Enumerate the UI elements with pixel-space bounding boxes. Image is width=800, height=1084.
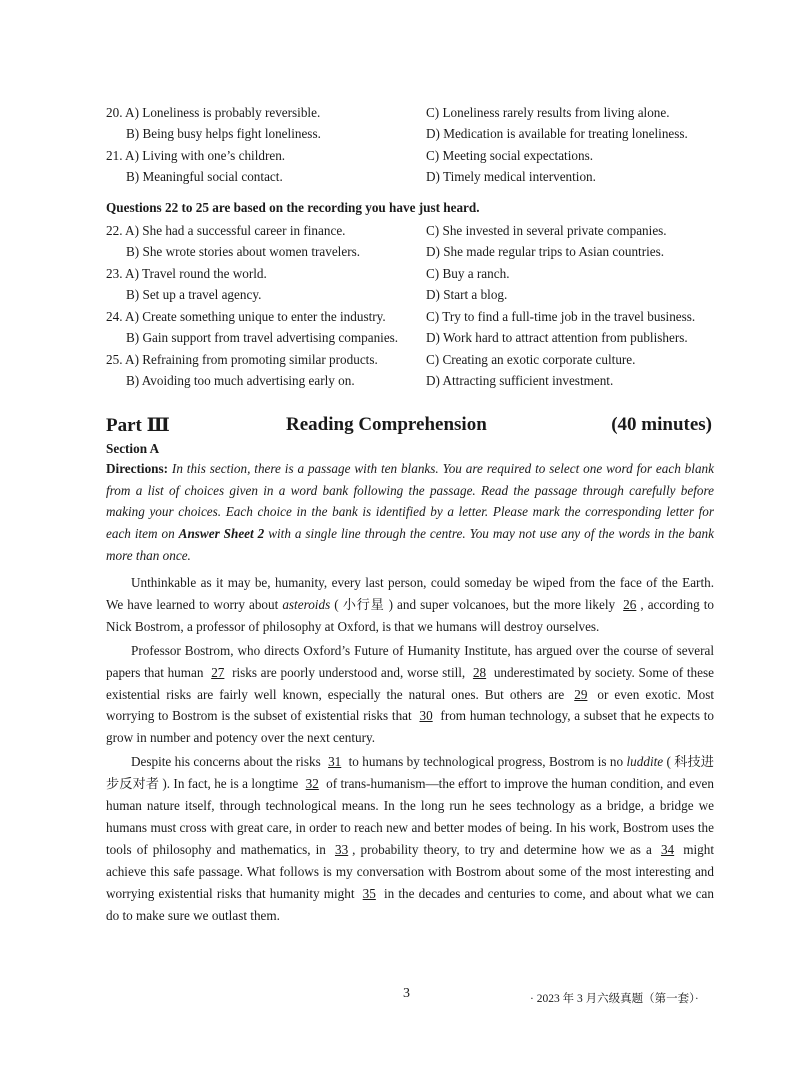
indent xyxy=(106,373,126,389)
text: risks are poorly understood and, worse still, xyxy=(228,664,469,680)
directions xyxy=(106,458,714,567)
blank-32: 32 xyxy=(305,776,319,792)
question-option-row xyxy=(106,328,746,350)
question-option-row xyxy=(106,263,746,285)
blank-26: 26 xyxy=(623,596,637,612)
blank-28: 28 xyxy=(472,664,487,680)
option-text: 24. A) Create something unique to enter the industry. xyxy=(106,308,386,324)
question-option-row xyxy=(106,285,746,307)
questions-22-25 xyxy=(106,220,746,392)
option-right: D) Medication is available for treating loneliness. xyxy=(426,126,688,142)
question-option-row xyxy=(106,349,746,371)
question-option-row xyxy=(106,167,746,189)
questions-20-21 xyxy=(106,102,746,188)
indent xyxy=(106,126,126,142)
page-number: 3 xyxy=(403,986,410,1001)
text: ( 小行星 ) and super volcanoes, but the more likely xyxy=(330,596,620,612)
text: to humans by technological progress, Bostrom is no xyxy=(345,754,627,770)
option-right: C) Try to find a full-time job in the travel business. xyxy=(426,308,696,324)
text: or even exotic. Most worrying to Bostrom is the subset of existential risks that xyxy=(106,686,714,724)
option-right: D) Timely medical intervention. xyxy=(426,169,596,185)
blank-29: 29 xyxy=(574,686,588,702)
option-text: B) Avoiding too much advertising early on. xyxy=(126,373,355,389)
option-text: 25. A) Refraining from promoting similar products. xyxy=(106,351,378,367)
text: Professor Bostrom, who directs Oxford’s Future of Humanity Institute, has argued over the course of several papers that human xyxy=(106,642,714,680)
text: ( 科技进步反对者 ). In fact, he is a longtime xyxy=(106,754,714,792)
option-right: D) She made regular trips to Asian countries. xyxy=(426,244,665,260)
indent xyxy=(106,169,126,185)
part-title: Reading Comprehension xyxy=(286,414,487,435)
option-text: 22. A) She had a successful career in finance. xyxy=(106,222,346,238)
blank-34: 34 xyxy=(660,841,675,857)
option-text: B) Gain support from travel advertising companies. xyxy=(126,330,399,346)
text: of trans-humanism—the effort to improve the human condition, and even human nature itself, through technological means. In the long run he sees technology as a bridge, a bridge we humans must cross with great care, in order to reach new and better modes of being. In his work, Bostrom uses the tools of philosophy and mathematics, in xyxy=(106,776,714,857)
option-left xyxy=(106,266,426,282)
option-text: 20. A) Loneliness is probably reversible. xyxy=(106,104,321,120)
text: , according to Nick Bostrom, a professor of philosophy at Oxford, is that we humans will destroy ourselves. xyxy=(106,596,714,634)
option-right: D) Work hard to attract attention from publishers. xyxy=(426,330,688,346)
question-option-row xyxy=(106,306,746,328)
exam-source: · 2023 年 3 月六级真题（第一套）· xyxy=(530,993,699,1005)
part-time: (40 minutes) xyxy=(611,414,712,435)
question-option-row xyxy=(106,242,746,264)
option-left xyxy=(106,169,426,185)
option-left xyxy=(106,309,426,325)
option-text: 23. A) Travel round the world. xyxy=(106,265,267,281)
option-right: C) Meeting social expectations. xyxy=(426,147,593,163)
option-left xyxy=(106,287,426,303)
blank-33: 33 xyxy=(334,841,349,857)
option-left xyxy=(106,244,426,260)
text: underestimated by society. Some of these existential risks are fairly well known, especially the natural ones. But others are xyxy=(106,664,714,702)
directions-text-2: with a single line through the centre. You may not use any of the words in the bank more than once. xyxy=(106,526,714,563)
question-option-row xyxy=(106,371,746,393)
text: Unthinkable as it may be, humanity, every last person, could someday be wiped from the face of the Earth. We have learned to worry about xyxy=(106,575,714,612)
part-label: Part Ⅲ xyxy=(106,415,170,436)
text: in the decades and centuries to come, and about what we can do to make sure we outlast them. xyxy=(106,885,714,923)
option-left xyxy=(106,148,426,164)
question-option-row xyxy=(106,145,746,167)
blank-35: 35 xyxy=(362,885,376,901)
part-heading xyxy=(106,414,712,440)
blank-30: 30 xyxy=(419,708,433,724)
option-text: B) Set up a travel agency. xyxy=(126,287,262,303)
option-left xyxy=(106,352,426,368)
option-right: C) Buy a ranch. xyxy=(426,265,510,281)
recording-heading: Questions 22 to 25 are based on the recording you have just heard. xyxy=(106,200,480,215)
blank-31: 31 xyxy=(328,754,342,770)
text: might achieve this safe passage. What follows is my conversation with Bostrom about some of the most interesting and worrying existential risks that humanity might xyxy=(106,841,714,901)
indent xyxy=(106,287,126,303)
question-option-row xyxy=(106,102,746,124)
blank-27: 27 xyxy=(211,664,225,680)
option-left xyxy=(106,330,426,346)
option-text: B) She wrote stories about women travelers. xyxy=(126,244,361,260)
passage-paragraph-3 xyxy=(106,751,714,926)
option-left xyxy=(106,126,426,142)
option-right: D) Start a blog. xyxy=(426,287,508,303)
question-option-row xyxy=(106,220,746,242)
option-right: C) She invested in several private companies. xyxy=(426,222,667,238)
indent xyxy=(106,330,126,346)
option-right: D) Attracting sufficient investment. xyxy=(426,373,614,389)
text: from human technology, a subset that he expects to grow in number and potency over the next century. xyxy=(106,708,714,746)
question-option-row xyxy=(106,124,746,146)
option-right: C) Creating an exotic corporate culture. xyxy=(426,351,636,367)
italic-term: luddite xyxy=(626,754,664,770)
option-text: B) Meaningful social contact. xyxy=(126,169,283,185)
passage-paragraph-2 xyxy=(106,640,714,750)
option-right: C) Loneliness rarely results from living alone. xyxy=(426,104,670,120)
directions-text-1: In this section, there is a passage with ten blanks. You are required to select one word for each blank from a list of choices given in a word bank following the passage. Read the passage through carefully before making your choices. Each choice in the bank is identified by a letter. Please mark the corresponding letter for each item on xyxy=(106,461,714,542)
option-left xyxy=(106,105,426,121)
indent xyxy=(106,244,126,260)
option-text: 21. A) Living with one’s children. xyxy=(106,147,286,163)
directions-label: Directions: xyxy=(106,461,169,476)
option-text: B) Being busy helps fight loneliness. xyxy=(126,126,321,142)
passage-paragraph-1 xyxy=(106,572,714,638)
text: Despite his concerns about the risks xyxy=(131,754,325,770)
reading-passage xyxy=(106,572,714,929)
option-left xyxy=(106,373,426,389)
text: , probability theory, to try and determine how we as a xyxy=(352,841,657,857)
section-heading: Section A xyxy=(106,441,160,456)
option-left xyxy=(106,223,426,239)
italic-term: asteroids xyxy=(282,596,331,612)
directions-answer-sheet: Answer Sheet 2 xyxy=(178,526,265,542)
